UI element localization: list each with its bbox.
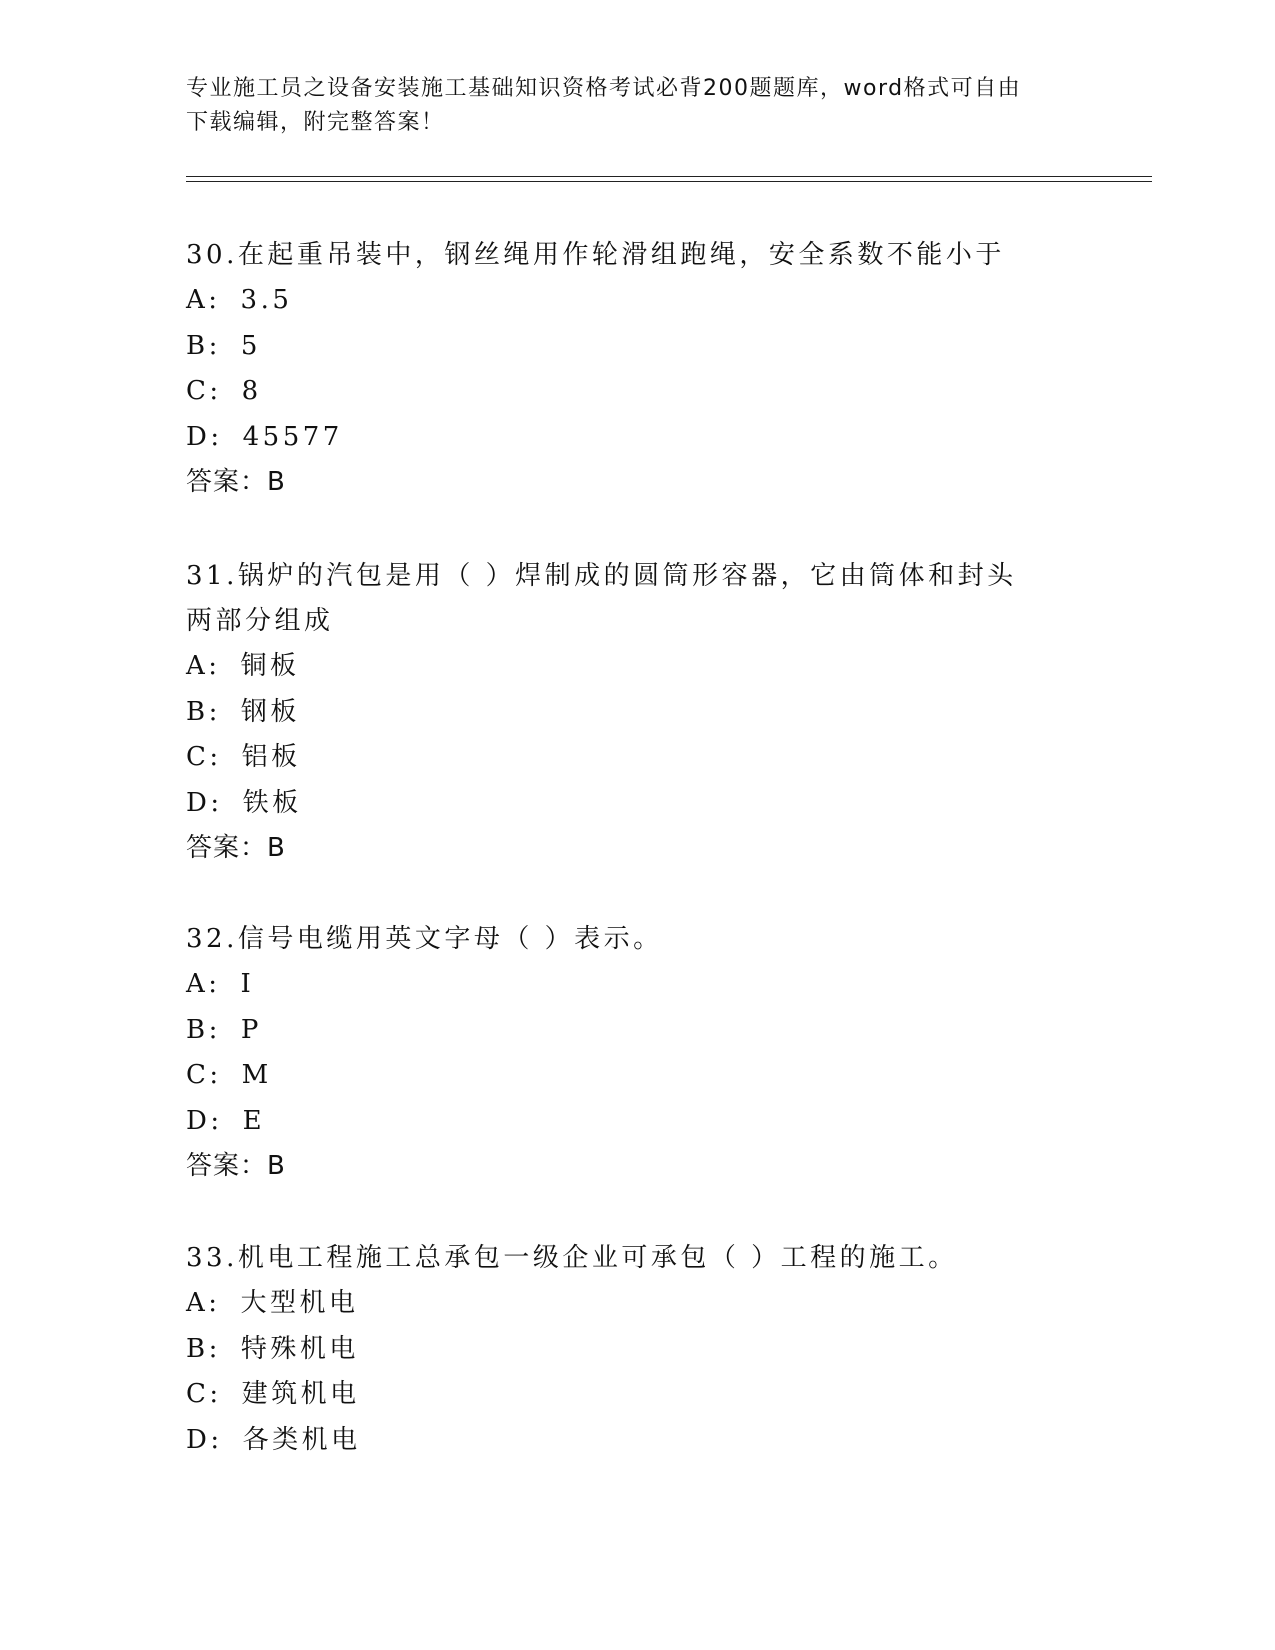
option-letter: C: [186, 376, 222, 406]
option-text: 铝板 [241, 742, 301, 772]
question-stem: 33.机电工程施工总承包一级企业可承包（ ）工程的施工。 [186, 1243, 958, 1273]
option-b [186, 324, 1086, 370]
option-text: 8 [241, 376, 262, 406]
question-stem: 31.锅炉的汽包是用（ ）焊制成的圆筒形容器，它由筒体和封头两部分组成 [186, 561, 1017, 636]
option-a [186, 962, 1086, 1008]
option-c [186, 1372, 1086, 1418]
header-divider-top [186, 176, 1152, 177]
option-letter: B: [186, 1014, 221, 1045]
option-letter: B: [186, 330, 221, 361]
option-text: 3.5 [240, 285, 293, 315]
option-text: 特殊机电 [240, 1333, 359, 1364]
question-30 [186, 233, 1086, 504]
answer-line: 答案：B [186, 467, 286, 497]
option-d [186, 415, 1086, 461]
header-line-1: 专业施工员之设备安装施工基础知识资格考试必背200题题库，word格式可自由 [186, 76, 1022, 101]
option-letter: A: [186, 1288, 221, 1318]
option-letter: B: [186, 696, 221, 727]
option-d [186, 1418, 1086, 1464]
header-line-2: 下载编辑，附完整答案！ [186, 110, 445, 135]
option-letter: A: [186, 969, 221, 999]
answer-line: 答案：B [186, 1151, 286, 1181]
option-letter: C: [186, 742, 222, 772]
header-divider-bottom [186, 181, 1152, 182]
option-text: P [240, 1014, 262, 1045]
option-text: 5 [240, 330, 261, 361]
option-d [186, 1099, 1086, 1145]
option-text: 铜板 [240, 651, 300, 681]
option-text: I [240, 969, 255, 999]
option-d [186, 781, 1086, 827]
option-a [186, 644, 1086, 690]
option-text: 各类机电 [242, 1424, 361, 1455]
option-c [186, 735, 1086, 781]
option-letter: C: [186, 1060, 222, 1090]
option-c [186, 1053, 1086, 1099]
option-text: 建筑机电 [241, 1379, 360, 1409]
option-b [186, 1327, 1086, 1373]
option-text: 45577 [242, 421, 343, 452]
option-letter: A: [186, 285, 221, 315]
option-a [186, 1281, 1086, 1327]
option-c [186, 369, 1086, 415]
option-text: M [241, 1060, 272, 1090]
question-33 [186, 1236, 1086, 1463]
question-31 [186, 554, 1086, 870]
option-letter: C: [186, 1379, 222, 1409]
option-text: 铁板 [242, 787, 302, 818]
option-text: 钢板 [240, 696, 300, 727]
answer-line: 答案：B [186, 833, 286, 863]
option-letter: D: [186, 1105, 223, 1136]
document-header [186, 72, 1076, 140]
question-32 [186, 917, 1086, 1188]
option-a [186, 278, 1086, 324]
option-letter: D: [186, 787, 223, 818]
option-text: E [242, 1105, 266, 1136]
option-letter: A: [186, 651, 221, 681]
question-stem: 30.在起重吊装中，钢丝绳用作轮滑组跑绳，安全系数不能小于 [186, 240, 1005, 270]
question-stem: 32.信号电缆用英文字母（ ）表示。 [186, 924, 663, 954]
option-letter: D: [186, 1424, 223, 1455]
option-b [186, 1008, 1086, 1054]
option-letter: D: [186, 421, 223, 452]
option-b [186, 690, 1086, 736]
option-letter: B: [186, 1333, 221, 1364]
option-text: 大型机电 [240, 1288, 359, 1318]
